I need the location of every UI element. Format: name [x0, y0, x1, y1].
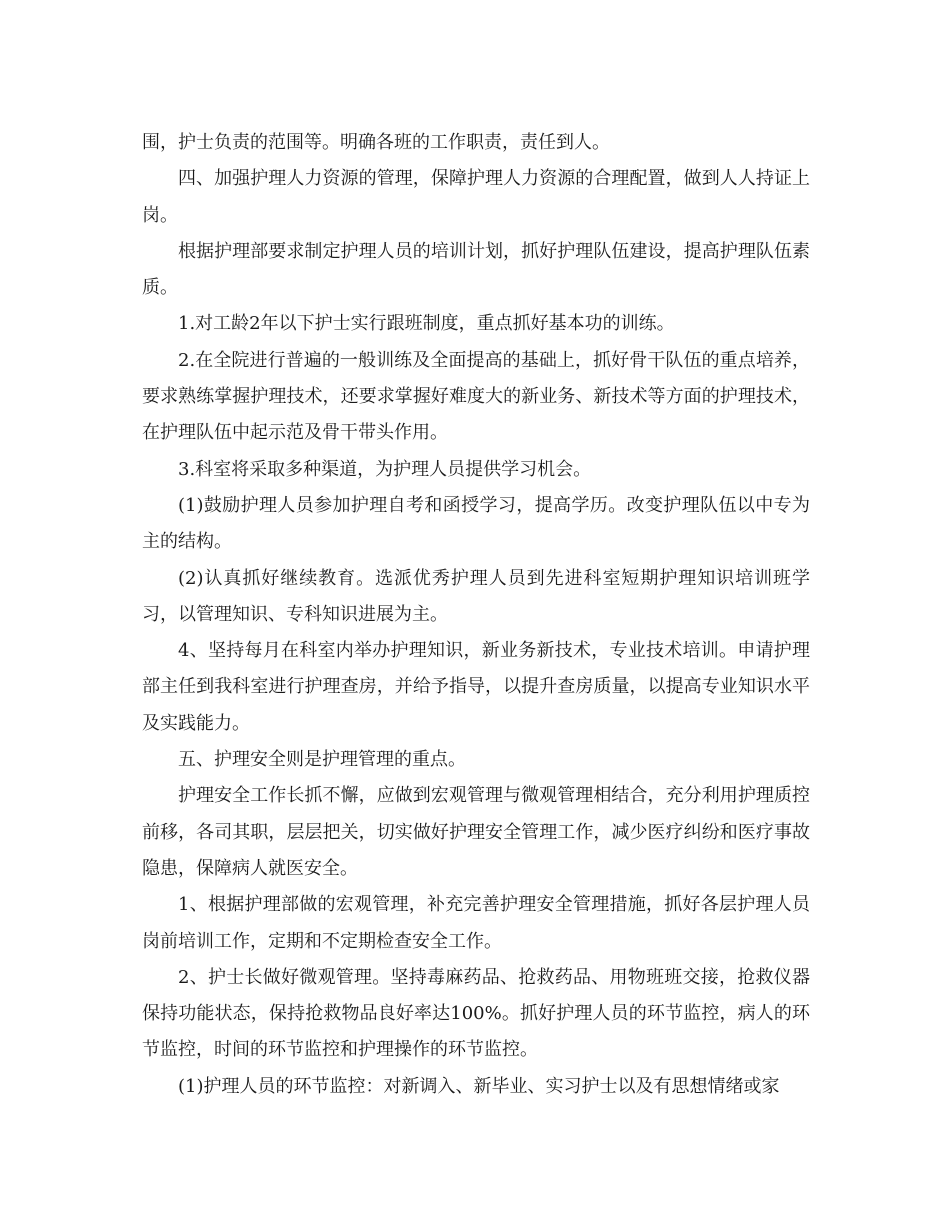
list-item: 2.在全院进行普遍的一般训练及全面提高的基础上，抓好骨干队伍的重点培养，要求熟练掌握护理技术，还要求掌握好难度大的新业务、新技术等方面的护理技术，在护理队伍中起示范及骨干带头作用。 — [142, 349, 810, 444]
paragraph: 根据护理部要求制定护理人员的培训计划，抓好护理队伍建设，提高护理队伍素质。 — [142, 240, 810, 299]
list-item: 4、坚持每月在科室内举办护理知识，新业务新技术，专业技术培训。申请护理部主任到我科室进行护理查房，并给予指导，以提升查房质量，以提高专业知识水平及实践能力。 — [142, 640, 810, 734]
section-heading-four: 四、加强护理人力资源的管理，保障护理人力资源的合理配置，做到人人持证上岗。 — [142, 168, 810, 226]
list-item: 3.科室将采取多种渠道，为护理人员提供学习机会。 — [178, 458, 592, 480]
sub-list-item: (1)护理人员的环节监控：对新调入、新毕业、实习护士以及有思想情绪或家 — [178, 1075, 780, 1097]
list-item: 2、护士长做好微观管理。坚持毒麻药品、抢救药品、用物班班交接，抢救仪器保持功能状态，保持抢救物品良好率达100%。抓好护理人员的环节监控，病人的环节监控，时间的环节监控和护理操作的环节监控。 — [142, 966, 810, 1061]
list-item: 1.对工龄2年以下护士实行跟班制度，重点抓好基本功的训练。 — [178, 313, 675, 335]
list-item: 1、根据护理部做的宏观管理，补充完善护理安全管理措施，抓好各层护理人员岗前培训工作，定期和不定期检查安全工作。 — [142, 894, 810, 952]
document-body — [142, 125, 810, 1105]
section-heading-five: 五、护理安全则是护理管理的重点。 — [178, 749, 466, 771]
sub-list-item: (2)认真抓好继续教育。选派优秀护理人员到先进科室短期护理知识培训班学习，以管理知识、专科知识进展为主。 — [142, 567, 810, 625]
sub-list-item: (1)鼓励护理人员参加护理自考和函授学习，提高学历。改变护理队伍以中专为主的结构。 — [142, 494, 810, 553]
paragraph-continuation: 围，护士负责的范围等。明确各班的工作职责，责任到人。 — [142, 132, 610, 153]
paragraph: 护理安全工作长抓不懈，应做到宏观管理与微观管理相结合，充分利用护理质控前移，各司其职，层层把关，切实做好护理安全管理工作，减少医疗纠纷和医疗事故隐患，保障病人就医安全。 — [142, 785, 810, 879]
